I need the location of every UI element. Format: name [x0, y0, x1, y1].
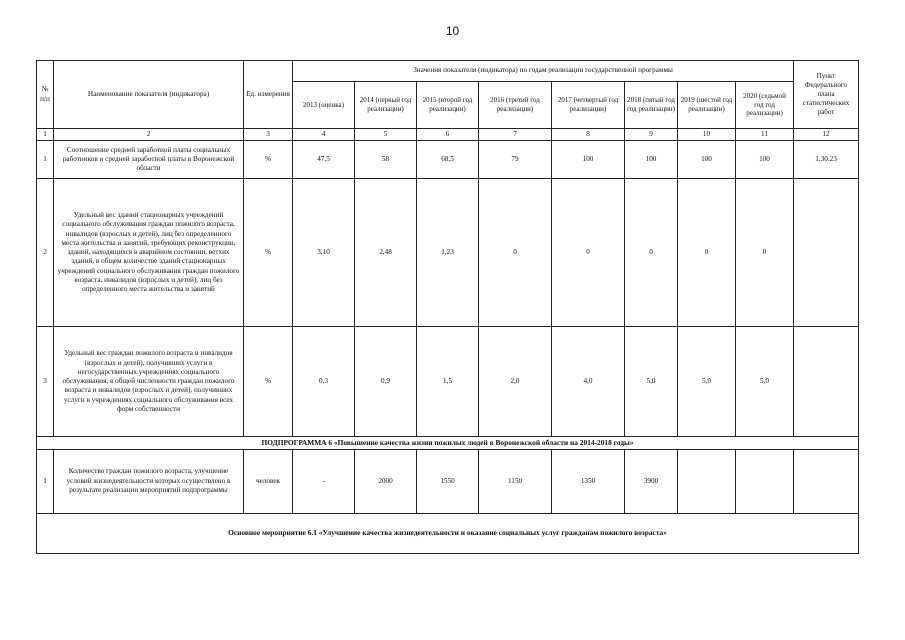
indicator-value: 5,0 — [625, 327, 678, 437]
page-number: 10 — [445, 24, 460, 38]
indicator-value: 100 — [552, 141, 625, 179]
table-row — [37, 449, 859, 513]
indicator-value — [678, 449, 736, 513]
indicator-value: 0 — [678, 179, 736, 327]
main-event-title: Основное мероприятие 6.1 «Улучшение качества жизнедеятельности и оказание социальных услуг гражданам пожилого возраста» — [37, 513, 859, 553]
header-year: 2018 (пятый год год реализации) — [625, 82, 678, 129]
indicators-table — [36, 60, 859, 554]
indicator-value: 100 — [736, 141, 794, 179]
indicator-value: 58 — [355, 141, 417, 179]
indicator-value — [736, 449, 794, 513]
column-number: 11 — [736, 129, 794, 141]
row-number: 3 — [37, 327, 54, 437]
header-unit: Ед. измерения — [244, 61, 293, 129]
indicator-value: 0 — [552, 179, 625, 327]
indicator-value: 2,48 — [355, 179, 417, 327]
column-number: 5 — [355, 129, 417, 141]
indicator-value: 5,0 — [736, 327, 794, 437]
subprogram-title: ПОДПРОГРАММА 6 «Повышение качества жизни пожилых людей в Воронежской области на 2014-2018 годы» — [37, 437, 859, 449]
header-num: № п/п — [37, 61, 54, 129]
indicator-value: 100 — [678, 141, 736, 179]
column-number: 1 — [37, 129, 54, 141]
indicator-value: 3900 — [625, 449, 678, 513]
indicator-value: 79 — [479, 141, 552, 179]
indicator-value: 5,0 — [678, 327, 736, 437]
federal-plan-point — [794, 179, 859, 327]
federal-plan-point — [794, 449, 859, 513]
header-name: Наименование показателя (индикатора) — [54, 61, 244, 129]
indicator-value: 0 — [479, 179, 552, 327]
indicator-value: 3,10 — [293, 179, 355, 327]
indicator-value: 2,0 — [479, 327, 552, 437]
header-year: 2017 (четвертый год реализации) — [552, 82, 625, 129]
header-year: 2013 (оценка) — [293, 82, 355, 129]
table-row — [37, 179, 859, 327]
row-number: 2 — [37, 179, 54, 327]
header-year: 2014 (первый год реализации) — [355, 82, 417, 129]
table-row — [37, 141, 859, 179]
indicator-name: Удельный вес зданий стационарных учреждений социального обслуживания граждан пожилого возраста, инвалидов (взрослых и детей), лиц без определенного места жительства и занятий, требующих реконструкции, зданий, находящихся в аварийном состоянии, ветхих зданий, в общем количестве зданий стационарных учреждений социального обслуживания граждан пожилого возраста, инвалидов (взрослых и детей), лиц без определенного места жительства и занятий — [54, 179, 244, 327]
indicator-name: Удельный вес граждан пожилого возраста и инвалидов (взрослых и детей), получивших услуги в негосударственных учреждениях социального обслуживания, в общей численности граждан пожилого возраста и инвалидов (взрослых и детей), получивших услуги в учреждениях социального обслуживания всех форм собственности — [54, 327, 244, 437]
indicator-value: - — [293, 449, 355, 513]
indicator-value: 0,3 — [293, 327, 355, 437]
column-number: 9 — [625, 129, 678, 141]
header-year: 2020 (седьмой год год реализации) — [736, 82, 794, 129]
indicator-unit: % — [244, 141, 293, 179]
indicator-unit: % — [244, 327, 293, 437]
indicator-unit: человек — [244, 449, 293, 513]
column-number: 7 — [479, 129, 552, 141]
header-year: 2015 (второй год реализации) — [417, 82, 479, 129]
column-number: 4 — [293, 129, 355, 141]
indicator-value: 1,23 — [417, 179, 479, 327]
indicator-value: 0,9 — [355, 327, 417, 437]
header-year: 2016 (третий год реализации) — [479, 82, 552, 129]
column-number: 6 — [417, 129, 479, 141]
row-number: 1 — [37, 141, 54, 179]
indicator-value: 1350 — [552, 449, 625, 513]
federal-plan-point: 1.30.23 — [794, 141, 859, 179]
column-number: 12 — [794, 129, 859, 141]
header-federal-plan: Пункт Федерального плана статистических работ — [794, 61, 859, 129]
indicator-value: 1550 — [417, 449, 479, 513]
indicator-value: 0 — [625, 179, 678, 327]
indicator-unit: % — [244, 179, 293, 327]
indicator-value: 100 — [625, 141, 678, 179]
indicator-value: 47,5 — [293, 141, 355, 179]
column-number: 8 — [552, 129, 625, 141]
indicator-value: 68,5 — [417, 141, 479, 179]
federal-plan-point — [794, 327, 859, 437]
row-number: 1 — [37, 449, 54, 513]
indicator-value: 0 — [736, 179, 794, 327]
indicator-name: Соотношение средней заработной платы социальных работников и средней заработной платы в Воронежской области — [54, 141, 244, 179]
header-values-title: Значения показателя (индикатора) по годам реализации государственной программы — [293, 61, 794, 82]
column-number: 2 — [54, 129, 244, 141]
indicator-name: Количество граждан пожилого возраста, улучшение условий жизнедеятельности которых осуществлено в результате реализации мероприятий подпрограммы — [54, 449, 244, 513]
indicator-value: 1150 — [479, 449, 552, 513]
indicator-value: 1,5 — [417, 327, 479, 437]
table-row — [37, 327, 859, 437]
column-number: 10 — [678, 129, 736, 141]
indicator-value: 4,0 — [552, 327, 625, 437]
header-year: 2019 (шестой год реализации) — [678, 82, 736, 129]
indicator-value: 2000 — [355, 449, 417, 513]
column-number: 3 — [244, 129, 293, 141]
